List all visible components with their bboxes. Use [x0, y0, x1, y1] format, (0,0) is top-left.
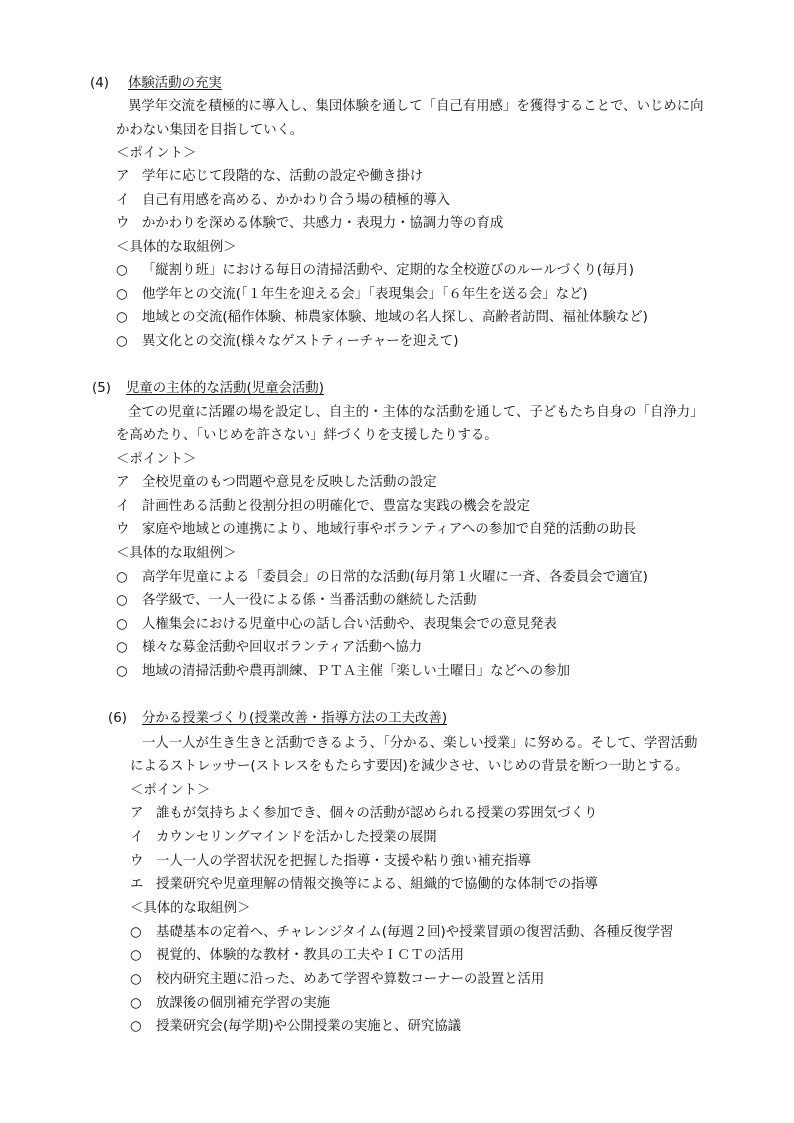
point-text: 計画性ある活動と役割分担の明確化で、豊富な実践の機会を設定 [142, 499, 531, 514]
example-text: 他学年との交流(「１年生を迎える会」「表現集会」「６年生を送る会」など) [142, 287, 588, 302]
example-bullet: ○ [130, 925, 142, 940]
point-text: カウンセリングマインドを活かした授業の展開 [156, 830, 437, 845]
example-bullet: ○ [130, 948, 142, 963]
examples-heading: ＜具体的な取組例＞ [116, 240, 237, 255]
point-text: 授業研究や児童理解の情報交換等による、組織的で協働的な体制での指導 [156, 877, 598, 892]
point-marker: ア [116, 169, 130, 184]
example-bullet: ○ [116, 640, 128, 655]
point-marker: イ [130, 830, 144, 845]
example-bullet: ○ [116, 310, 128, 325]
examples-heading: ＜具体的な取組例＞ [130, 901, 251, 916]
example-text: 地域の清掃活動や農再訓練、ＰＴＡ主催「楽しい土曜日」などへの参加 [142, 664, 570, 679]
example-text: 各学級で、一人一役による係・当番活動の継続した活動 [142, 593, 477, 608]
point-marker: ア [130, 806, 144, 821]
example-bullet: ○ [116, 287, 128, 302]
intro-line: を高めたり、「いじめを許さない」絆づくりを支援したりする。 [116, 428, 498, 443]
points-heading: ＜ポイント＞ [116, 452, 197, 467]
intro-line: 全ての児童に活躍の場を設定し、自主的・主体的な活動を通して、子どもたち自身の「自浄力」 [128, 405, 704, 420]
points-heading: ＜ポイント＞ [116, 146, 197, 161]
example-text: 基礎基本の定着へ、チャレンジタイム(毎週２回)や授業冒頭の復習活動、各種反復学習 [156, 925, 674, 940]
point-marker: ア [116, 475, 130, 490]
example-text: 放課後の個別補充学習の実施 [156, 996, 331, 1011]
example-bullet: ○ [130, 972, 142, 987]
point-text: 誰もが気持ちよく参加でき、個々の活動が認められる授業の雰囲気づくり [156, 806, 598, 821]
example-bullet: ○ [116, 570, 128, 585]
intro-line: 一人一人が生き生きと活動できるよう、「分かる、楽しい授業」に努める。そして、学習活動 [142, 736, 698, 751]
point-text: 家庭や地域との連携により、地域行事やボランティアへの参加で自発的活動の助長 [142, 522, 637, 537]
example-text: 異文化との交流(様々なゲストティーチャーを迎えて) [142, 334, 459, 349]
point-text: 自己有用感を高める、かかわり合う場の積極的導入 [142, 193, 450, 208]
example-bullet: ○ [130, 1019, 142, 1034]
example-bullet: ○ [116, 263, 128, 278]
example-text: 視覚的、体験的な教材・教具の工夫やＩＣＴの活用 [156, 948, 464, 963]
example-bullet: ○ [130, 996, 142, 1011]
example-text: 地域との交流(稲作体験、柿農家体験、地域の名人探し、高齢者訪問、福祉体験など) [142, 310, 648, 325]
example-bullet: ○ [116, 593, 128, 608]
point-marker: エ [130, 877, 144, 892]
example-text: 高学年児童による「委員会」の日常的な活動(毎月第１火曜に一斉、各委員会で適宜) [142, 570, 648, 585]
section-number: (4) [90, 76, 109, 91]
example-bullet: ○ [116, 664, 128, 679]
example-text: 授業研究会(毎学期)や公開授業の実施と、研究協議 [156, 1019, 462, 1034]
section-title: 分かる授業づくり(授業改善・指導方法の工夫改善) [142, 711, 448, 726]
point-text: 一人一人の学習状況を把握した指導・支援や粘り強い補充指導 [156, 854, 531, 869]
point-marker: ウ [116, 216, 130, 231]
example-text: 校内研究主題に沿った、めあて学習や算数コーナーの設置と活用 [156, 972, 545, 987]
point-marker: イ [116, 499, 130, 514]
point-text: 全校児童のもつ問題や意見を反映した活動の設定 [142, 475, 437, 490]
example-text: 様々な募金活動や回収ボランティア活動へ協力 [142, 640, 423, 655]
section-number: (6) [108, 711, 127, 726]
intro-line: かわない集団を目指していく。 [116, 123, 304, 138]
examples-heading: ＜具体的な取組例＞ [116, 546, 237, 561]
point-text: 学年に応じて段階的な、活動の設定や働き掛け [142, 169, 424, 184]
example-text: 人権集会における児童中心の話し合い活動や、表現集会での意見発表 [142, 617, 557, 632]
point-marker: ウ [116, 522, 130, 537]
section-title: 体験活動の充実 [128, 76, 222, 91]
section-title: 児童の主体的な活動(児童会活動) [126, 381, 324, 396]
example-text: 「縦割り班」における毎日の清掃活動や、定期的な全校遊びのルールづくり(毎月) [142, 263, 634, 278]
section-number: (5) [92, 381, 111, 396]
intro-line: によるストレッサー(ストレスをもたらす要因)を減少させ、いじめの背景を断つ一助とする。 [130, 759, 689, 774]
example-bullet: ○ [116, 617, 128, 632]
point-text: かかわりを深める体験で、共感力・表現力・協調力等の育成 [142, 216, 504, 231]
point-marker: ウ [130, 854, 144, 869]
intro-line: 異学年交流を積極的に導入し、集団体験を通して「自己有用感」を獲得することで、いじめに向 [128, 99, 704, 114]
example-bullet: ○ [116, 334, 128, 349]
points-heading: ＜ポイント＞ [130, 783, 211, 798]
point-marker: イ [116, 193, 130, 208]
